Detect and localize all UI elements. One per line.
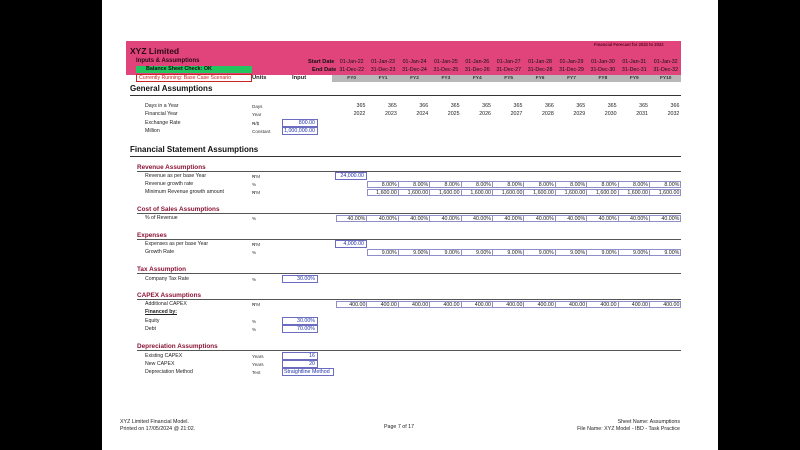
debt-input[interactable]: 70.00% [282,325,318,333]
capex-cell: 400.00 [462,301,493,308]
col-input-header: Input [292,75,307,81]
fy-label-cell: FY6 [535,76,545,81]
revenue-growth-cell: 8.00% [462,181,493,188]
revenue-growth-cell: 8.00% [650,181,681,188]
new-capex-unit: Years [252,362,264,367]
revenue-min-cell: 1,600.00 [493,189,524,196]
days-cell: 366 [670,103,680,109]
capex-cell: 400.00 [556,301,587,308]
debt-unit: % [252,327,257,332]
start-date-cell: 01-Jan-24 [402,59,427,65]
tax-divider [137,273,681,274]
year-cell: 2032 [667,111,680,117]
revenue-min-unit: ₦'M [252,190,261,195]
fx-input[interactable]: 800.00 [282,119,318,127]
revenue-growth-cell: 8.00% [367,181,398,188]
fy-label-cell: FY3 [441,76,451,81]
cos-cell: 40.00% [650,215,681,222]
revenue-min-cell: 1,600.00 [650,189,681,196]
days-cell: 366 [544,103,554,109]
year-cell: 2030 [604,111,617,117]
expenses-growth-cell: 9.00% [556,249,587,256]
days-cell: 365 [639,103,648,109]
depreciation-method-input[interactable]: Straightline Method [282,368,334,376]
days-label: Days in a Year [145,103,179,109]
equity-input[interactable]: 30.00% [282,317,318,325]
general-divider [130,95,681,96]
start-date-cell: 01-Jan-22 [339,59,364,65]
expenses-growth-cell: 9.00% [650,249,681,256]
year-cell: 2025 [447,111,460,117]
cos-cell: 40.00% [462,215,493,222]
revenue-growth-cell: 8.00% [399,181,430,188]
revenue-min-cell: 1,600.00 [367,189,398,196]
fy-label-cell: FY2 [410,76,419,81]
revenue-growth-cell: 8.00% [493,181,524,188]
tax-unit: % [252,277,257,282]
start-date-cell: 01-Jan-30 [590,59,615,65]
capex-cell: 400.00 [587,301,618,308]
cos-cell: 40.00% [430,215,461,222]
expenses-growth-cell: 9.00% [493,249,524,256]
fy-label-cell: FY0 [347,76,357,81]
company-name: XYZ Limited [130,46,180,56]
days-cell: 365 [607,103,617,109]
revenue-min-cell: 1,600.00 [587,189,618,196]
cos-cell: 40.00% [493,215,524,222]
existing-capex-unit: Years [252,354,264,359]
cos-cell: 40.00% [619,215,650,222]
cos-divider [137,213,681,214]
revenue-growth-cell: 8.00% [619,181,650,188]
end-date-cell: 31-Dec-32 [653,67,679,73]
cos-cell: 40.00% [524,215,555,222]
fy-label-cell: FY7 [567,76,576,81]
million-unit: Constant [252,129,271,134]
capex-cell: 400.00 [493,301,524,308]
capex-cell: 400.00 [367,301,398,308]
revenue-title: Revenue Assumptions [137,164,206,171]
cos-cell: 40.00% [556,215,587,222]
end-date-cell: 31-Dec-31 [621,67,647,73]
days-cell: 365 [450,103,460,109]
expenses-growth-cell: 9.00% [430,249,461,256]
expenses-base-unit: ₦'M [252,242,261,247]
general-section-title: General Assumptions [130,84,213,93]
end-date-cell: 31-Dec-28 [527,67,553,73]
year-cell: 2026 [479,111,491,117]
start-date-cell: 01-Jan-23 [371,59,396,65]
scenario-badge: Currently Running: Base Case Scenario [136,74,252,82]
days-cell: 365 [356,103,366,109]
days-cell: 365 [513,103,523,109]
depreciation-method-unit: Text [252,370,261,375]
revenue-min-cell: 1,600.00 [619,189,650,196]
expenses-growth-cell: 9.00% [399,249,430,256]
fy-label: Financial Year [145,111,178,117]
start-date-cell: 01-Jan-32 [653,59,678,65]
revenue-growth-cell: 8.00% [587,181,618,188]
existing-capex-input[interactable]: 16 [282,352,318,360]
tax-title: Tax Assumption [137,266,186,273]
revenue-min-label: Minimum Revenue growth amount [145,189,225,195]
footer-file-name: File Name: XYZ Model - IBD - Task Practice [577,426,680,432]
col-units-header: Units [252,75,267,81]
capex-title: CAPEX Assumptions [137,292,202,299]
revenue-base-unit: ₦'M [252,174,261,179]
expenses-growth-cell: 9.00% [462,249,493,256]
revenue-growth-cell: 8.00% [430,181,461,188]
capex-cell: 400.00 [430,301,461,308]
end-date-cell: 31-Dec-26 [464,67,490,73]
revenue-min-cell: 1,600.00 [462,189,493,196]
financed-by-label: Financed by: [145,309,177,315]
depreciation-divider [137,350,681,351]
expenses-growth-cell: 9.00% [367,249,398,256]
year-cell: 2028 [541,111,554,117]
capex-cell: 400.00 [619,301,650,308]
days-cell: 365 [387,103,397,109]
fs-section-title: Financial Statement Assumptions [130,145,259,154]
depreciation-title: Depreciation Assumptions [137,343,218,350]
equity-unit: % [252,319,257,324]
capex-cell: 400.00 [399,301,430,308]
fy-label-cell: FY1 [378,76,388,81]
start-date-cell: 01-Jan-27 [496,59,521,65]
cos-cell: 40.00% [367,215,398,222]
revenue-min-cell: 1,600.00 [556,189,587,196]
year-cell: 2023 [384,111,397,117]
existing-capex-label: Existing CAPEX [145,353,183,359]
expenses-base-input[interactable]: 4,000.00 [335,240,367,248]
year-cell: 2027 [510,111,523,117]
revenue-divider [137,171,681,172]
end-date-cell: 31-Dec-22 [339,67,365,73]
new-capex-input[interactable]: 20 [282,360,318,368]
cos-cell: 40.00% [399,215,430,222]
cos-title: Cost of Sales Assumptions [137,206,220,213]
debt-label: Debt [145,326,156,332]
revenue-min-cell: 1,600.00 [399,189,430,196]
fx-unit: ₦/$ [252,121,260,126]
expenses-growth-label: Growth Rate [145,249,175,255]
tax-input[interactable]: 30.00% [282,275,318,283]
million-label: Million [145,128,160,134]
footer-sheet-name: Sheet Name: Assumptions [617,419,680,425]
year-cell: 2022 [353,111,366,117]
revenue-base-input[interactable]: 24,000.00 [335,172,367,180]
days-cell: 366 [419,103,429,109]
start-date-cell: 01-Jan-31 [622,59,647,65]
year-cell: 2024 [416,111,429,117]
start-date-cell: 01-Jan-25 [433,59,458,65]
forecast-note: Financial Forecast for 2022 to 2032 [594,42,664,47]
start-date-cell: 01-Jan-28 [528,59,553,65]
capex-cell: 400.00 [650,301,681,308]
expenses-title: Expenses [137,232,167,239]
end-date-cell: 31-Dec-29 [559,67,584,73]
revenue-growth-label: Revenue growth rate [145,181,194,187]
expenses-growth-unit: % [252,250,257,255]
spreadsheet-page [102,0,718,450]
revenue-growth-cell: 8.00% [556,181,587,188]
year-cell: 2029 [573,111,586,117]
footer-page: Page 7 of 17 [384,424,415,430]
capex-label: Additional CAPEX [145,301,187,307]
expenses-divider [137,239,681,240]
end-date-cell: 31-Dec-25 [433,67,459,73]
expenses-growth-cell: 9.00% [587,249,618,256]
fs-divider [130,156,681,157]
days-cell: 365 [576,103,586,109]
revenue-min-cell: 1,600.00 [430,189,461,196]
revenue-growth-cell: 8.00% [524,181,555,188]
revenue-min-cell: 1,600.00 [524,189,555,196]
depreciation-method-label: Depreciation Method [145,369,193,375]
fy-label-cell: FY4 [472,76,482,81]
expenses-growth-cell: 9.00% [524,249,555,256]
end-date-cell: 31-Dec-27 [496,67,522,73]
cos-cell: 40.00% [587,215,618,222]
days-cell: 365 [482,103,491,109]
balance-check-badge: Balance Sheet Check: OK [136,66,252,73]
end-date-cell: 31-Dec-23 [370,67,396,73]
capex-cell: 400.00 [524,301,555,308]
fy-label-cell: FY8 [598,76,608,81]
expenses-growth-cell: 9.00% [619,249,650,256]
end-date-label: End Date [312,67,337,73]
start-date-cell: 01-Jan-26 [465,59,490,65]
end-date-cell: 31-Dec-30 [590,67,616,73]
start-date-label: Start Date [308,59,335,65]
footer-printed: Printed on 17/05/2024 @ 21:02. [120,426,196,432]
revenue-base-label: Revenue as per base Year [145,173,207,179]
fy-unit: Year [252,112,262,117]
cos-cell: 40.00% [336,215,367,222]
equity-label: Equity [145,318,160,324]
footer-model-name: XYZ Limited Financial Model. [120,419,189,425]
capex-unit: ₦'M [252,302,261,307]
new-capex-label: New CAPEX [145,361,175,367]
revenue-growth-unit: % [252,182,257,187]
cos-label: % of Revenue [145,215,178,221]
days-unit: Days [252,104,263,109]
million-input[interactable]: 1,000,000.00 [282,127,318,135]
start-date-cell: 01-Jan-29 [559,59,584,65]
year-cell: 2031 [636,111,648,117]
fy-label-cell: FY10 [659,76,672,81]
sheet-title: Inputs & Assumptions [136,58,200,64]
end-date-cell: 31-Dec-24 [402,67,427,73]
fx-label: Exchange Rate [145,120,181,126]
tax-label: Company Tax Rate [145,276,190,282]
capex-divider [137,299,681,300]
expenses-base-label: Expenses as per base Year [145,241,209,247]
fy-label-cell: FY5 [504,76,514,81]
cos-unit: % [252,216,257,221]
capex-cell: 400.00 [336,301,367,308]
fy-label-cell: FY9 [629,76,639,81]
